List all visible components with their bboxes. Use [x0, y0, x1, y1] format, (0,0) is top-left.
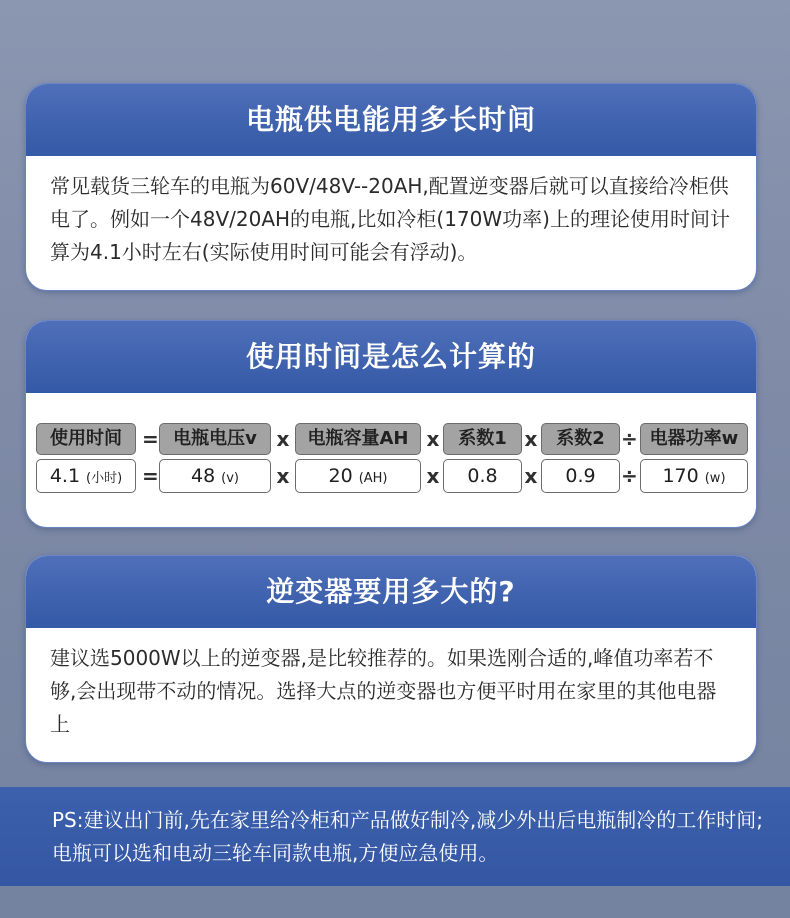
- formula-operator-equals: =: [142, 427, 159, 451]
- formula-label-power: 电器功率w: [640, 423, 748, 455]
- inverter-size-text: 建议选5000W以上的逆变器,是比较推荐的。如果选刚合适的,峰值功率若不够,会出现带不动的情况。选择大点的逆变器也方便平时用在家里的其他电器上: [50, 646, 717, 736]
- formula-value-power: 170 (w): [640, 459, 748, 493]
- inverter-size-card: [25, 555, 757, 763]
- formula-operator-multiply: x: [276, 427, 290, 451]
- formula-operator-multiply: x: [276, 464, 290, 488]
- formula-label-coefficient-2: 系数2: [541, 423, 620, 455]
- formula-operator-multiply: x: [426, 427, 440, 451]
- formula-label-coefficient-1: 系数1: [443, 423, 522, 455]
- calculation-formula: [26, 321, 756, 527]
- formula-operator-divide: ÷: [621, 464, 638, 488]
- formula-value-coefficient-1: 0.8: [443, 459, 522, 493]
- calculation-card: [25, 320, 757, 528]
- formula-operator-divide: ÷: [621, 427, 638, 451]
- ps-text: PS:建议出门前,先在家里给冷柜和产品做好制冷,减少外出后电瓶制冷的工作时间;电瓶可以选和电动三轮车同款电瓶,方便应急使用。: [52, 808, 763, 865]
- formula-value-capacity: 20 (AH): [295, 459, 421, 493]
- ps-banner: [0, 787, 790, 886]
- formula-operator-multiply: x: [524, 427, 538, 451]
- formula-value-coefficient-2: 0.9: [541, 459, 620, 493]
- calculation-title: 使用时间是怎么计算的: [26, 321, 756, 393]
- battery-duration-card: [25, 83, 757, 291]
- formula-label-capacity: 电瓶容量AH: [295, 423, 421, 455]
- formula-label-voltage: 电瓶电压v: [159, 423, 271, 455]
- battery-duration-title: 电瓶供电能用多长时间: [26, 84, 756, 156]
- formula-operator-multiply: x: [524, 464, 538, 488]
- formula-value-usage-time: 4.1 (小时): [36, 459, 136, 493]
- formula-operator-equals: =: [142, 464, 159, 488]
- inverter-size-title: 逆变器要用多大的?: [26, 556, 756, 628]
- formula-operator-multiply: x: [426, 464, 440, 488]
- formula-label-usage-time: 使用时间: [36, 423, 136, 455]
- formula-value-voltage: 48 (v): [159, 459, 271, 493]
- battery-duration-text: 常见载货三轮车的电瓶为60V/48V--20AH,配置逆变器后就可以直接给冷柜供电了。例如一个48V/20AH的电瓶,比如冷柜(170W功率)上的理论使用时间计算为4.1小时左右(实际使用时间可能会有浮动)。: [50, 174, 730, 264]
